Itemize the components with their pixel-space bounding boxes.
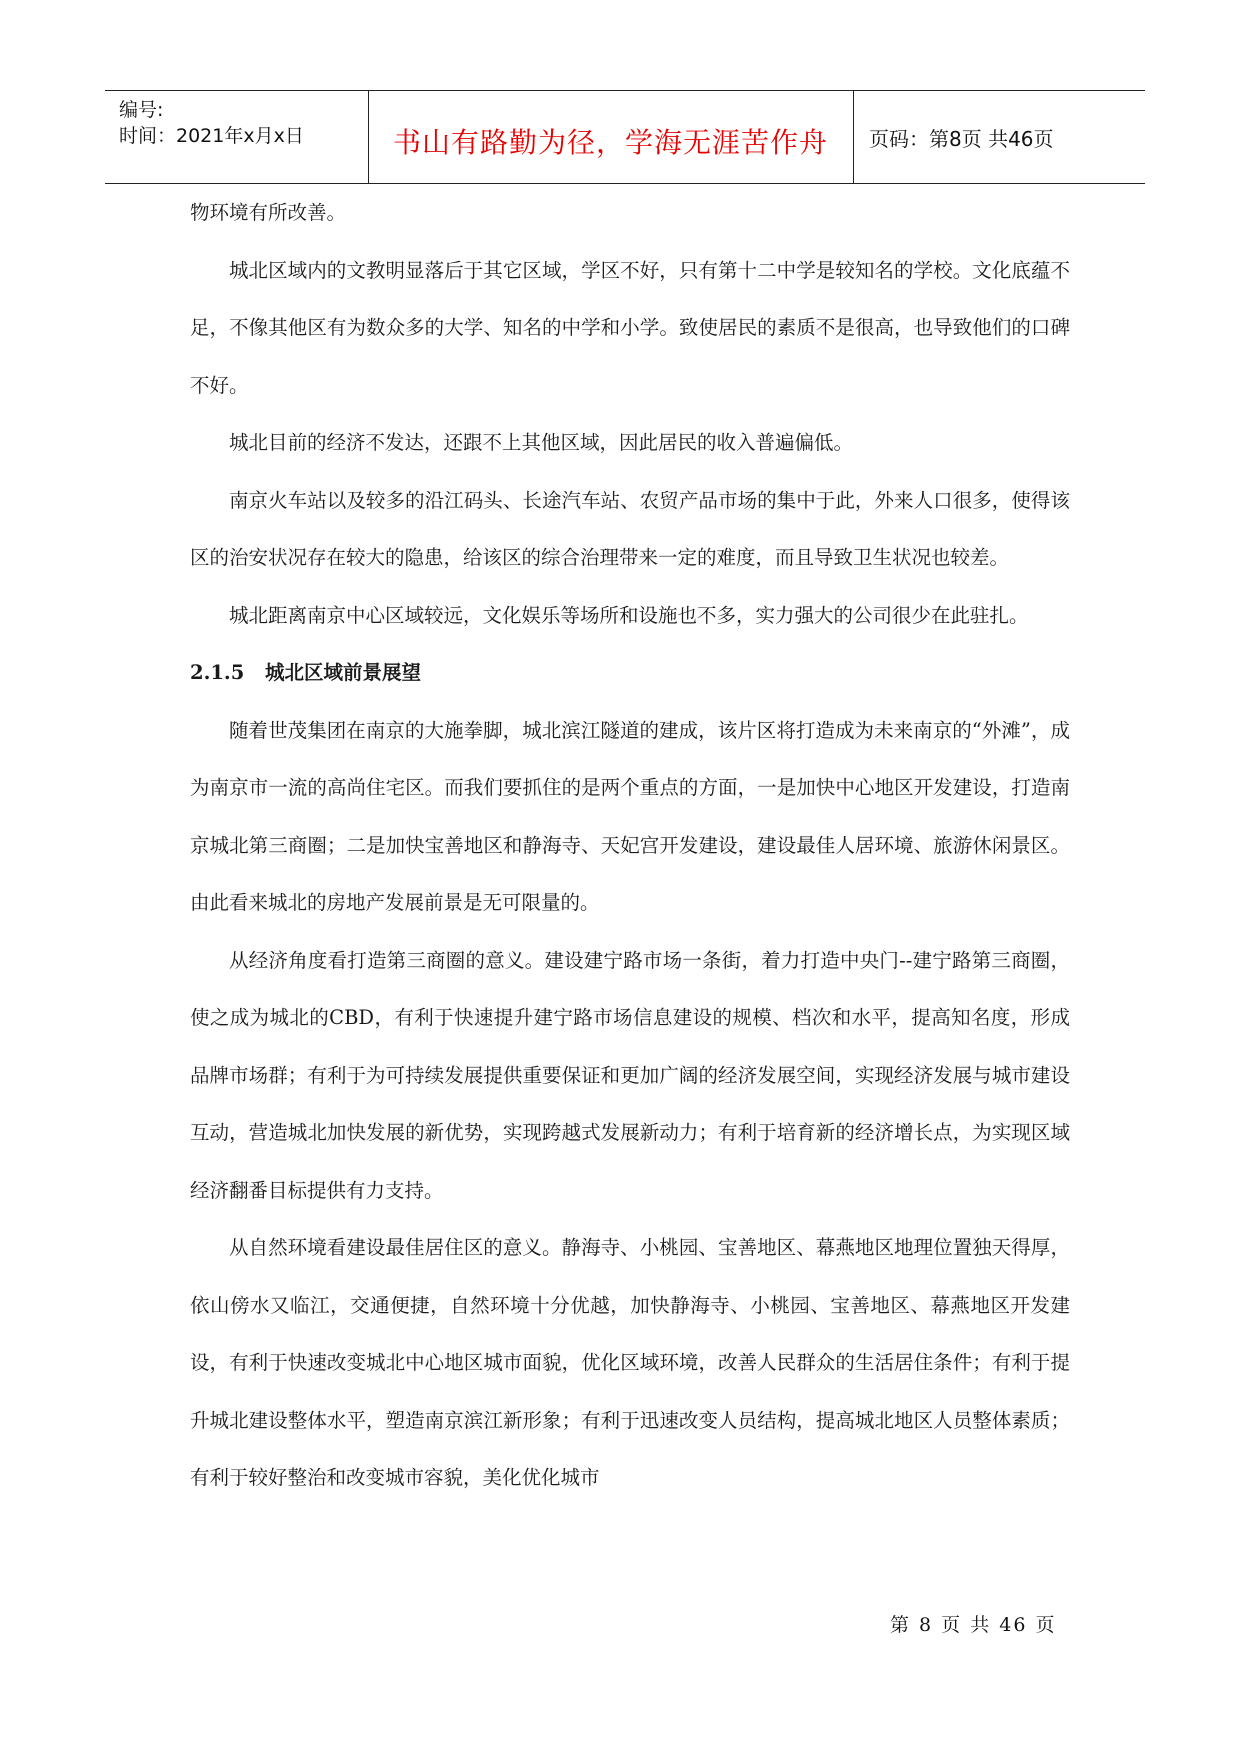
paragraph: 随着世茂集团在南京的大施拳脚，城北滨江隧道的建成，该片区将打造成为未来南京的“外滩”，成为南京市一流的高尚住宅区。而我们要抓住的是两个重点的方面，一是加快中心地区开发建设，打造南京城北第三商圈；二是加快宝善地区和静海寺、天妃宫开发建设，建设最佳人居环境、旅游休闲景区。由此看来城北的房地产发展前景是无可限量的。 [190,718,1070,914]
paragraph: 从自然环境看建设最佳居住区的意义。静海寺、小桃园、宝善地区、幕燕地区地理位置独天得厚，依山傍水又临江，交通便捷，自然环境十分优越，加快静海寺、小桃园、宝善地区、幕燕地区开发建设，有利于快速改变城北中心地区城市面貌，优化区域环境，改善人民群众的生活居住条件；有利于提升城北建设整体水平，塑造南京滨江新形象；有利于迅速改变人员结构，提高城北地区人员整体素质；有利于较好整治和改变城市容貌，美化优化城市 [190,1236,1070,1489]
header-left-cell [105,91,369,183]
time-label: 时间：2021年x月x日 [119,125,304,147]
document-body [190,184,1070,1507]
paragraph: 城北区域内的文教明显落后于其它区域，学区不好，只有第十二中学是较知名的学校。文化底蕴不足，不像其他区有为数众多的大学、知名的中学和小学。致使居民的素质不是很高，也导致他们的口碑不好。 [190,258,1070,397]
paragraph: 城北距离南京中心区域较远，文化娱乐等场所和设施也不多，实力强大的公司很少在此驻扎。 [229,603,1029,627]
header-motto: 书山有路勤为径，学海无涯苦作舟 [392,126,828,159]
section-heading [190,644,1070,702]
header-page-info: 页码：第8页 共46页 [869,127,1054,151]
header-right-cell [853,91,1145,183]
section-number: 2.1.5 [190,661,245,684]
header-middle-cell [368,91,854,183]
page-header [105,90,1145,184]
paragraph: 南京火车站以及较多的沿江码头、长途汽车站、农贸产品市场的集中于此，外来人口很多，使得该区的治安状况存在较大的隐患，给该区的综合治理带来一定的难度，而且导致卫生状况也较差。 [190,488,1070,569]
section-title: 城北区域前景展望 [265,661,422,684]
number-label: 编号: [119,99,164,121]
paragraph: 物环境有所改善。 [190,201,347,224]
paragraph: 从经济角度看打造第三商圈的意义。建设建宁路市场一条街，着力打造中央门--建宁路第三商圈，使之成为城北的CBD，有利于快速提升建宁路市场信息建设的规模、档次和水平，提高知名度，形成品牌市场群；有利于为可持续发展提供重要保证和更加广阔的经济发展空间，实现经济发展与城市建设互动，营造城北加快发展的新优势，实现跨越式发展新动力；有利于培育新的经济增长点，为实现区域经济翻番目标提供有力支持。 [190,948,1070,1202]
page-footer: 第 8 页 共 46 页 [890,1614,1057,1636]
paragraph: 城北目前的经济不发达，还跟不上其他区域，因此居民的收入普遍偏低。 [229,431,854,454]
